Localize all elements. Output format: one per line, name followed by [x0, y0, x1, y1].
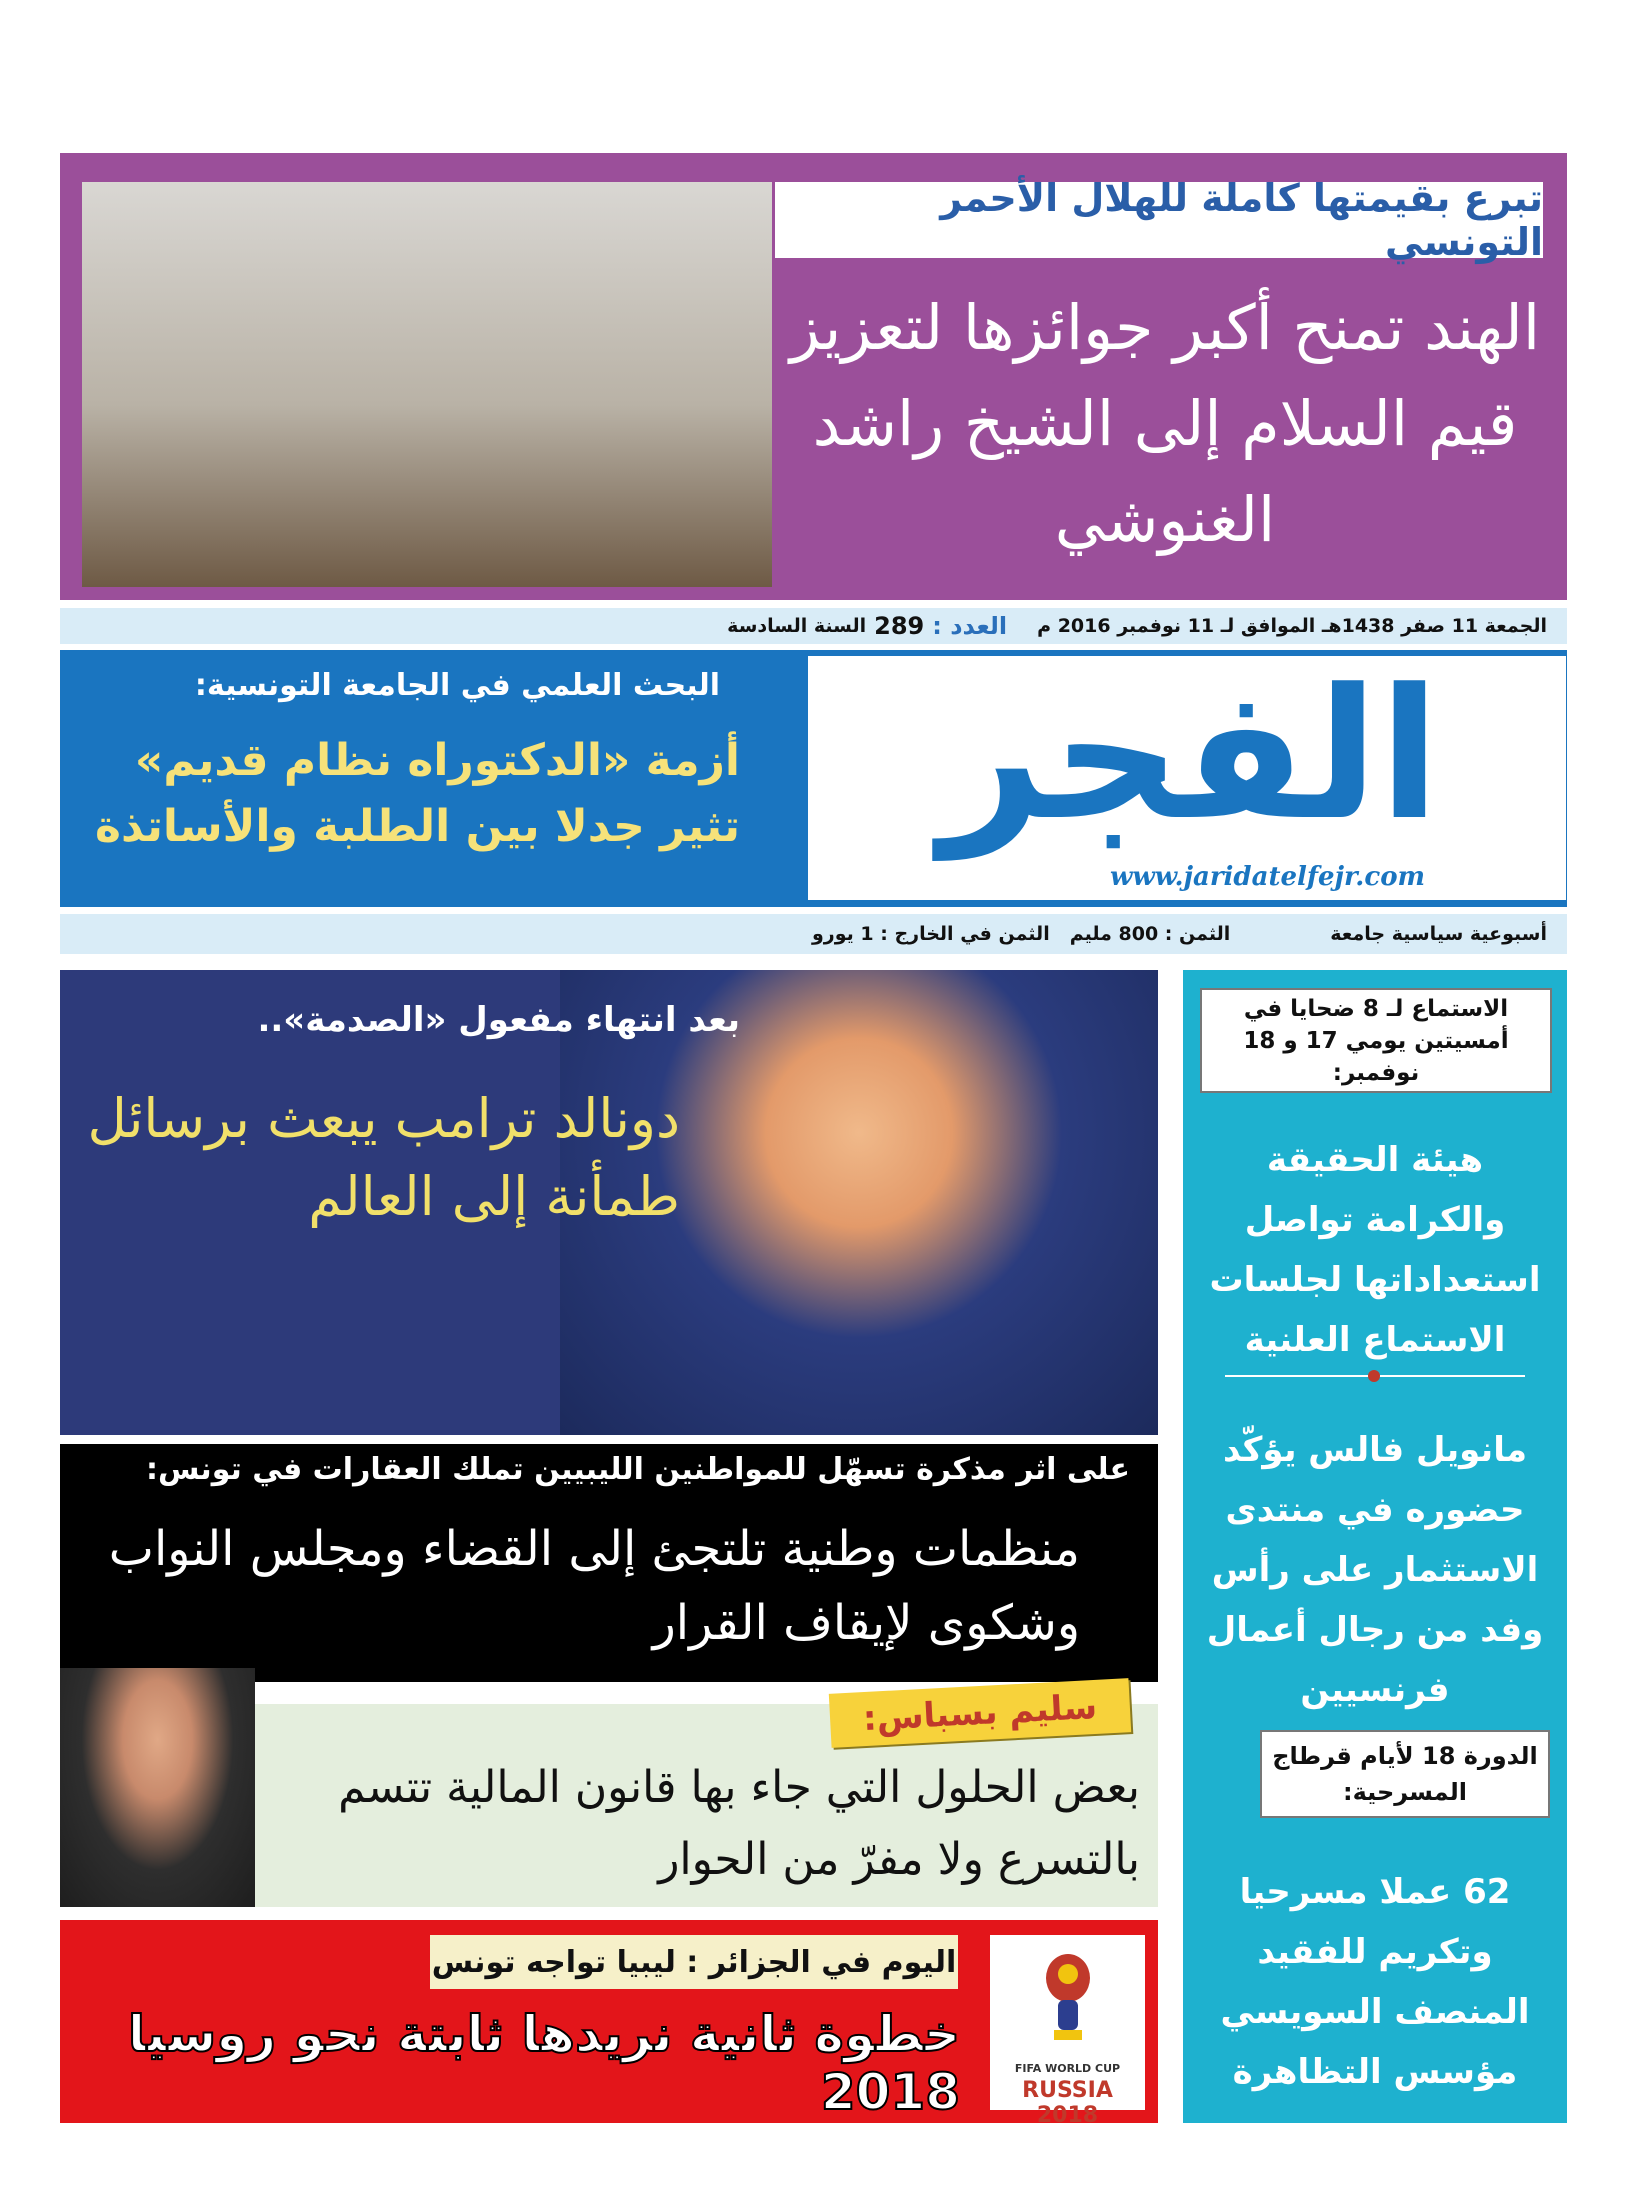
side-headline-truth-commission[interactable]: هيئة الحقيقة والكرامة تواصل استعداداتها لجلسات الاستماع العلنية	[1209, 1140, 1541, 1360]
divider-dot-icon	[1368, 1370, 1380, 1382]
price-abroad: الثمن في الخارج : 1 يورو	[811, 923, 1050, 945]
libya-story-kicker: على اثر مذكرة تسهّل للمواطنين الليبيين تملك العقارات في تونس:	[146, 1452, 1130, 1487]
top-story-headline[interactable]: الهند تمنح أكبر جوائزها لتعزيز قيم السلام إلى الشيخ راشد الغنوشي	[789, 291, 1541, 556]
issue-year: السنة السادسة	[727, 615, 867, 637]
issue-date: الجمعة 11 صفر 1438هـ الموافق لـ 11 نوفمبر 2016 م	[1037, 615, 1547, 637]
issue-label: العدد :	[932, 612, 1008, 640]
date-strip	[60, 608, 1567, 644]
finance-story-headline[interactable]: بعض الحلول التي جاء بها قانون المالية تتسم بالتسرع ولا مفرّ من الحوار	[338, 1762, 1140, 1885]
issue-number: 289	[874, 612, 925, 640]
world-cup-small-text: FIFA WORLD CUP	[1014, 2062, 1121, 2075]
match-tag: اليوم في الجزائر : ليبيا تواجه تونس	[430, 1935, 958, 1989]
world-cup-big-text: RUSSIA 2018	[1022, 2078, 1113, 2128]
masthead-story-headline[interactable]: أزمة «الدكتوراه نظام قديم» تثير جدلا بين الطلبة والأساتذة	[94, 735, 740, 852]
speaker-tag: سليم بسباس:	[829, 1678, 1131, 1748]
side-box-theatre: الدورة 18 لأيام قرطاج المسرحية:	[1260, 1730, 1550, 1818]
price: الثمن : 800 مليم	[1069, 923, 1231, 945]
world-cup-emblem-icon	[1040, 1950, 1096, 2046]
newspaper-logo[interactable]: الفجر	[939, 650, 1441, 860]
portrait-photo	[60, 1668, 255, 1907]
side-headline-valls[interactable]: مانويل فالس يؤكّد حضوره في منتدى الاستثمار على رأس وفد من رجال أعمال فرنسيين	[1206, 1430, 1544, 1710]
trump-story-kicker: بعد انتهاء مفعول «الصدمة»..	[257, 1000, 740, 1040]
trump-story-headline[interactable]: دونالد ترامب يبعث برسائل طمأنة إلى العالم	[87, 1087, 680, 1228]
side-headline-theatre[interactable]: 62 عملا مسرحيا وتكريم للفقيد المنصف السويسي مؤسس التظاهرة	[1220, 1872, 1530, 2092]
website-link[interactable]: www.jaridatelfejr.com	[1110, 862, 1426, 892]
price-strip	[60, 914, 1567, 954]
top-story-kicker: تبرع بقيمتها كاملة للهلال الأحمر التونسي	[775, 182, 1543, 258]
football-story-headline[interactable]: خطوة ثانية نريدها ثابتة نحو روسيا 2018	[127, 2005, 960, 2121]
award-ceremony-photo	[82, 182, 772, 587]
publication-type: أسبوعية سياسية جامعة	[1330, 923, 1547, 945]
libya-story-headline[interactable]: منظمات وطنية تلتجئ إلى القضاء ومجلس النواب وشكوى لإيقاف القرار	[108, 1521, 1080, 1651]
masthead-story-kicker: البحث العلمي في الجامعة التونسية:	[194, 668, 720, 703]
side-box-hearings: الاستماع لـ 8 ضحايا في أمسيتين يومي 17 و 18 نوفمبر:	[1200, 988, 1552, 1093]
